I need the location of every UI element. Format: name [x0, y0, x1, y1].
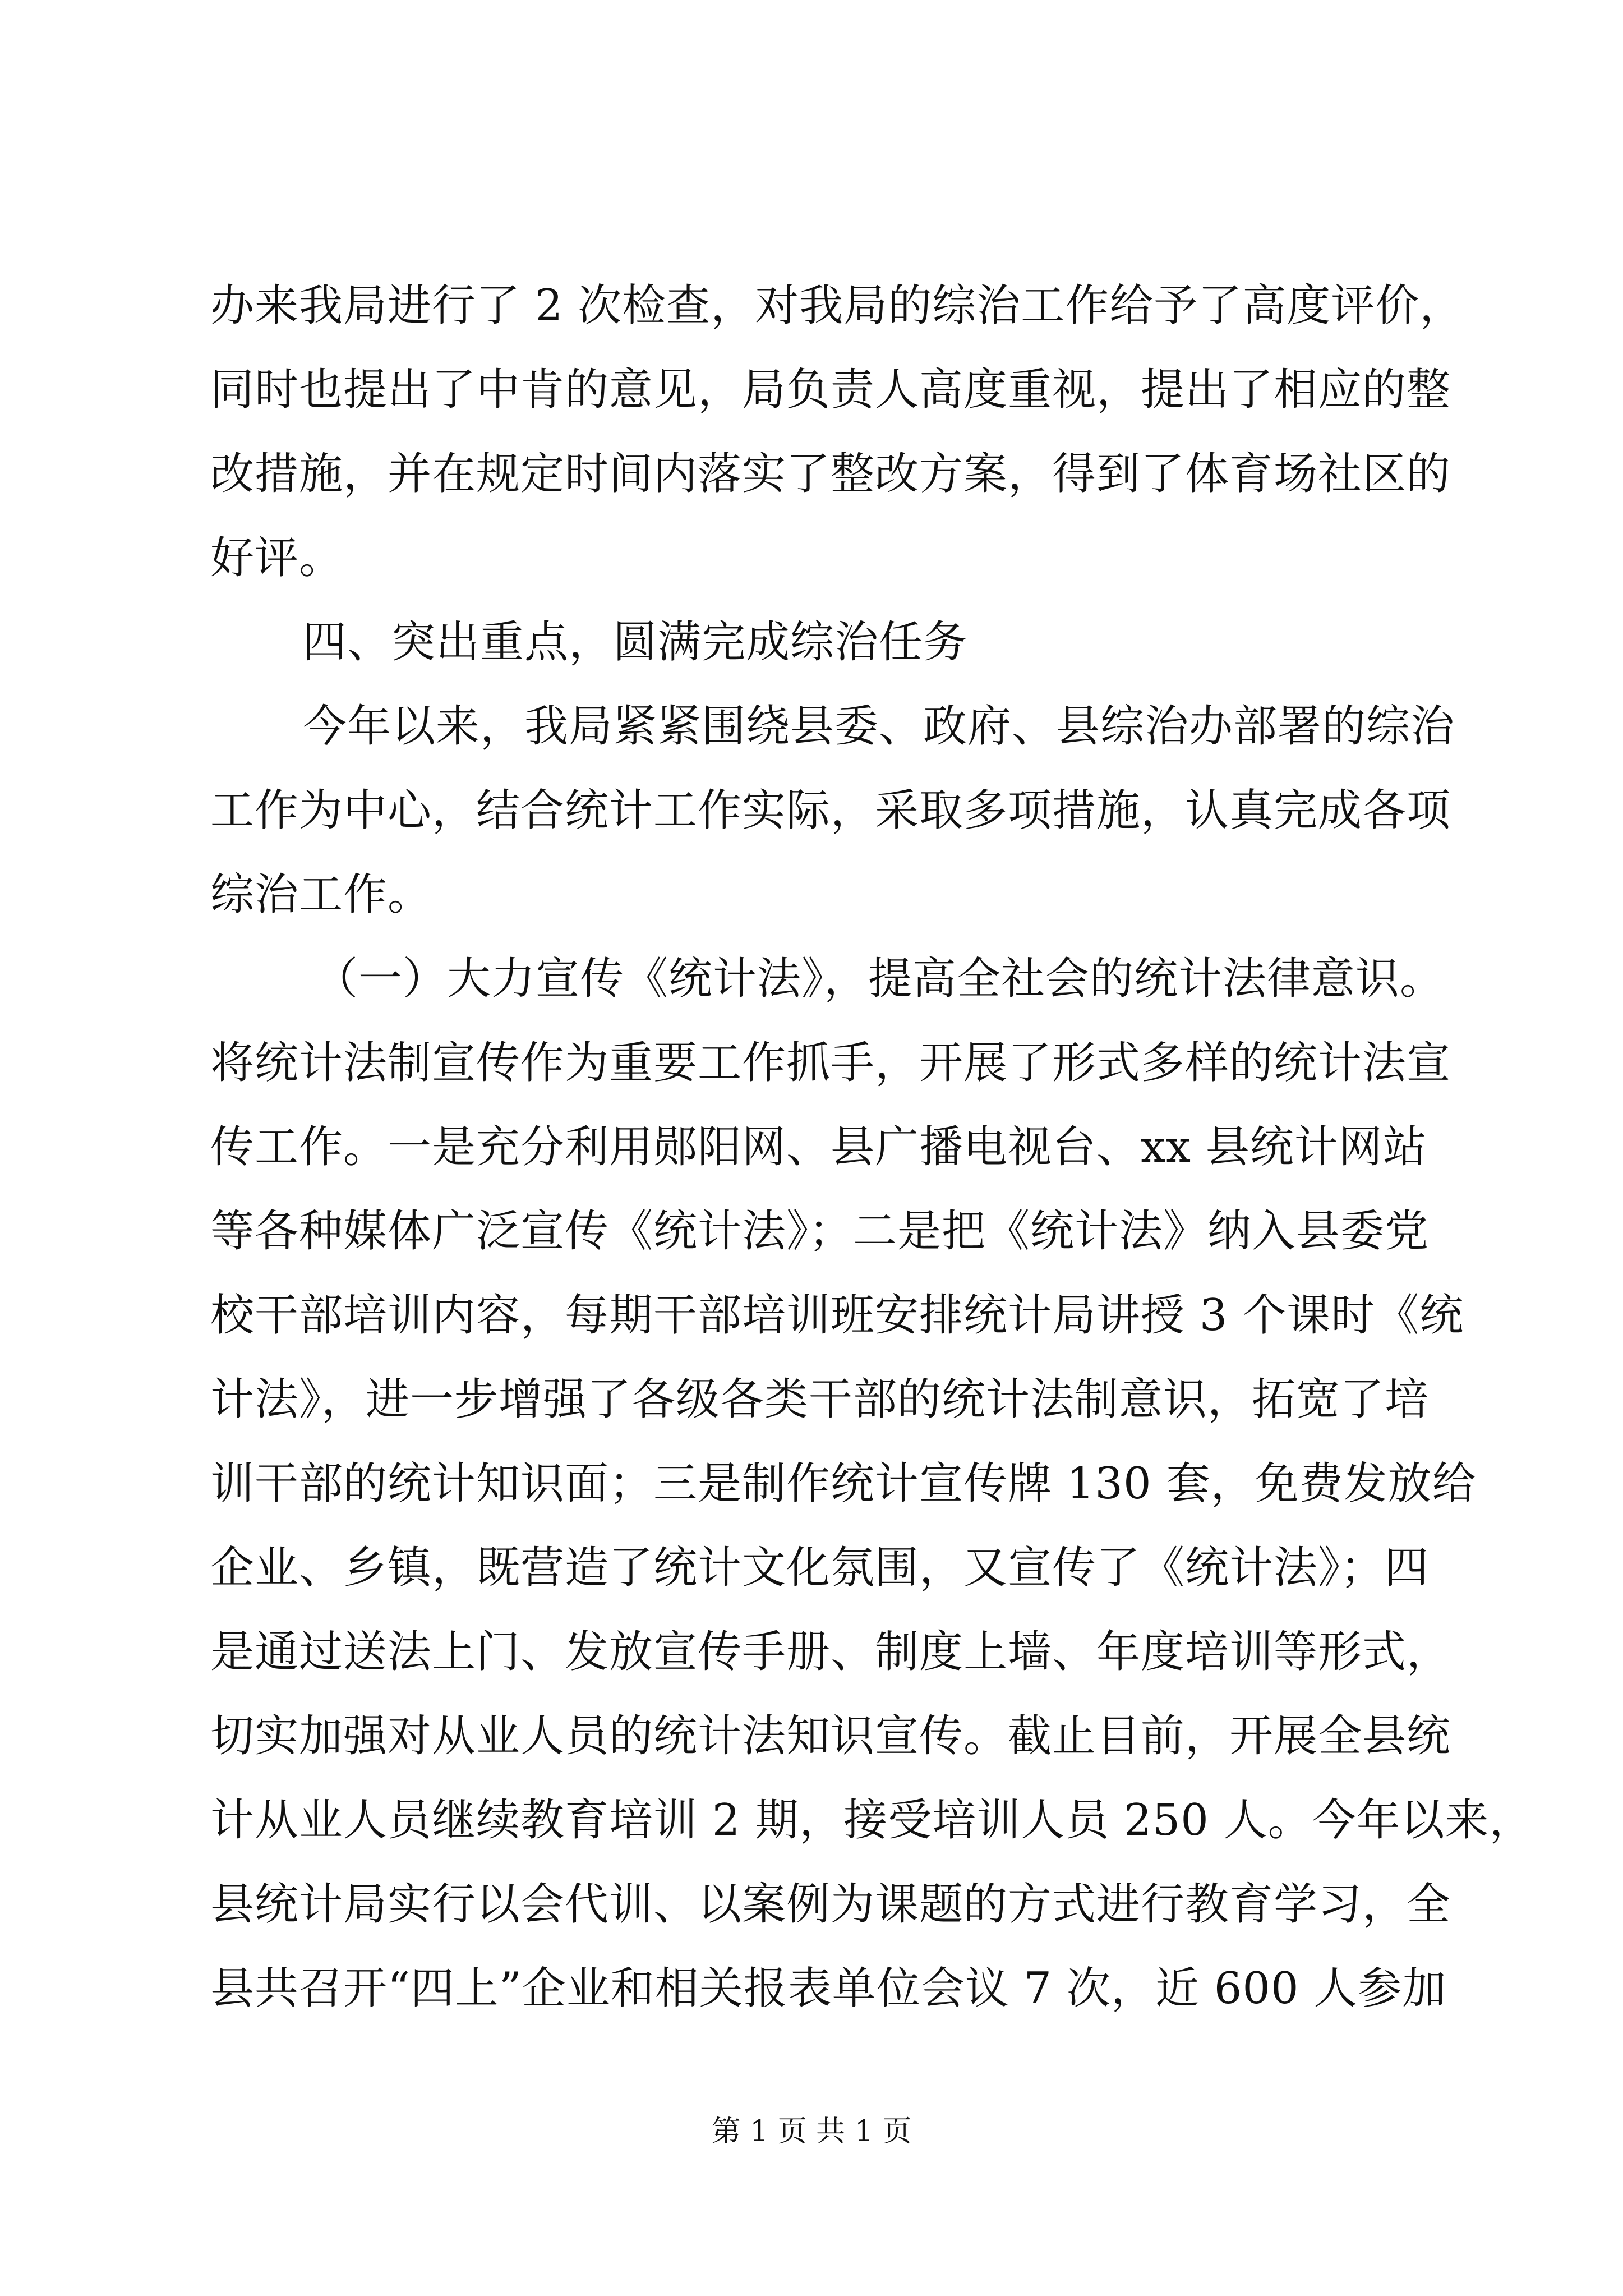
text-line: 计法》，进一步增强了各级各类干部的统计法制意识，拓宽了培 [210, 1374, 1430, 1425]
text-line: 改措施，并在规定时间内落实了整改方案，得到了体育场社区的 [210, 449, 1451, 499]
text-line: 综治工作。 [210, 869, 432, 920]
text-line: 是通过送法上门、发放宣传手册、制度上墙、年度培训等形式， [210, 1627, 1451, 1677]
section-heading: 四、突出重点，圆满完成综治任务 [303, 617, 968, 668]
text-line: 校干部培训内容，每期干部培训班安排统计局讲授 3 个课时《统 [210, 1290, 1464, 1341]
page-footer: 第 1 页 共 1 页 [711, 2115, 912, 2148]
subsection-heading: （一）大力宣传《统计法》，提高全社会的统计法律意识。 [314, 954, 1445, 1004]
text-line: 办来我局进行了 2 次检查，对我局的综治工作给予了高度评价， [210, 280, 1464, 331]
text-line: 将统计法制宣传作为重要工作抓手，开展了形式多样的统计法宣 [210, 1038, 1451, 1088]
text-line: 县共召开“四上”企业和相关报表单位会议 7 次，近 600 人参加 [210, 1963, 1447, 2014]
text-line: 传工作。一是充分利用郧阳网、县广播电视台、xx 县统计网站 [210, 1122, 1427, 1172]
text-line: 训干部的统计知识面；三是制作统计宣传牌 130 套，免费发放给 [210, 1458, 1477, 1509]
text-line: 同时也提出了中肯的意见，局负责人高度重视，提出了相应的整 [210, 365, 1451, 415]
text-line: 今年以来，我局紧紧围绕县委、政府、县综治办部署的综治 [303, 701, 1455, 752]
text-line: 工作为中心，结合统计工作实际，采取多项措施，认真完成各项 [210, 785, 1451, 836]
text-line: 计从业人员继续教育培训 2 期，接受培训人员 250 人。今年以来， [210, 1795, 1534, 1846]
text-line: 企业、乡镇，既营造了统计文化氛围，又宣传了《统计法》；四 [210, 1543, 1430, 1593]
document-body [210, 264, 1534, 2031]
text-line: 等各种媒体广泛宣传《统计法》；二是把《统计法》纳入县委党 [210, 1206, 1430, 1257]
text-line: 县统计局实行以会代训、以案例为课题的方式进行教育学习，全 [210, 1879, 1451, 1930]
text-line: 切实加强对从业人员的统计法知识宣传。截止目前，开展全县统 [210, 1711, 1451, 1761]
text-line: 好评。 [210, 533, 344, 583]
